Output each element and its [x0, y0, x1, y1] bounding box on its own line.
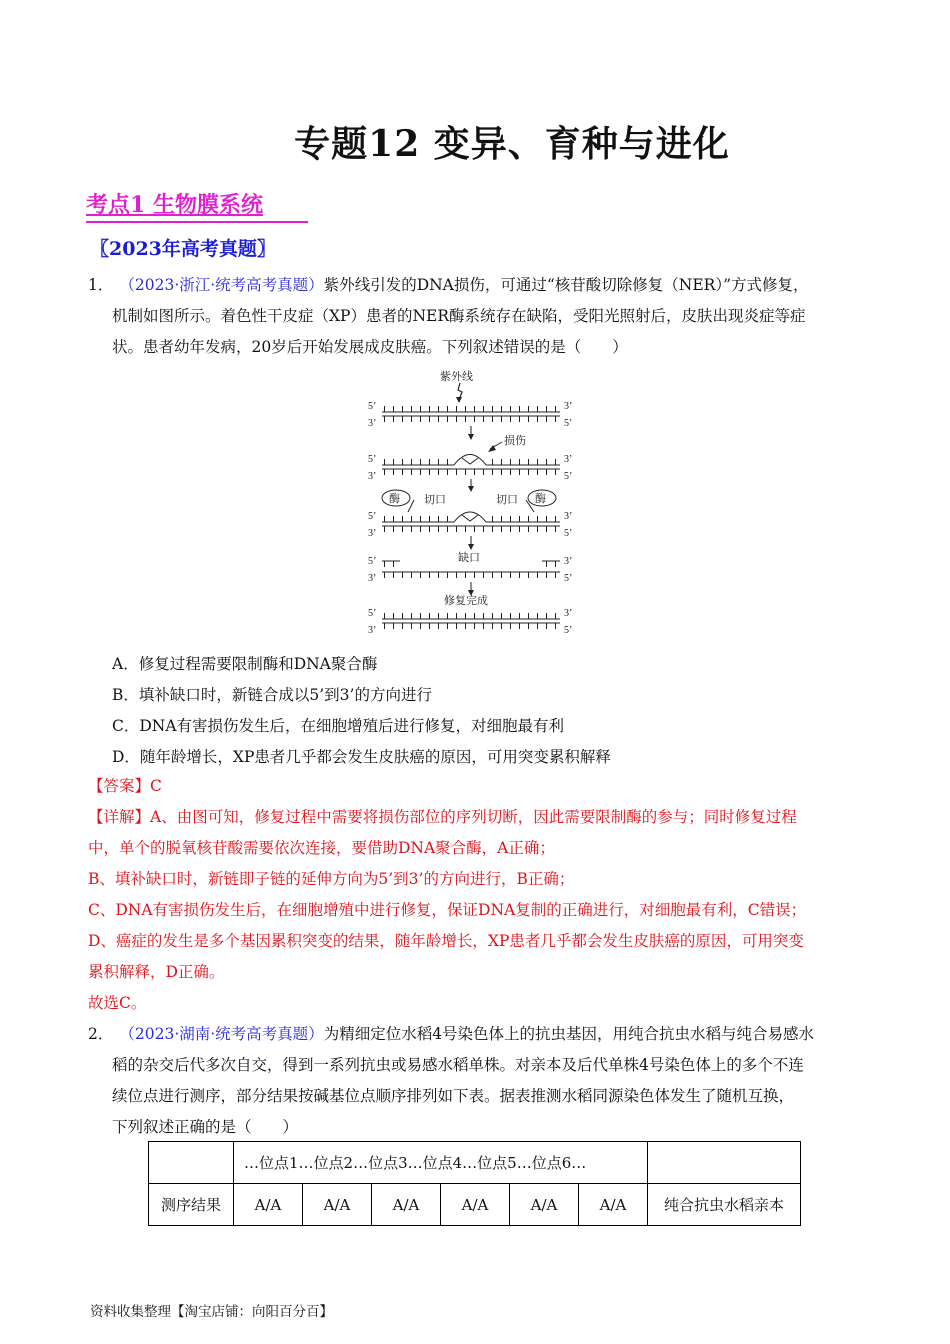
table-corner-cell: [149, 1142, 234, 1184]
table-header-row: [149, 1142, 801, 1184]
q1-line2: 机制如图所示。着色性干皮症（XP）患者的NER酶系统存在缺陷，受阳光照射后，皮肤出现炎症等症: [112, 307, 806, 325]
year-header: 〖2023年高考真题〗: [90, 238, 276, 260]
enzyme-label-right: 酶: [535, 492, 546, 505]
uv-label: 紫外线: [440, 370, 473, 383]
q1-line3: 状。患者幼年发病，20岁后开始发展成皮肤癌。下列叙述错误的是（ ）: [112, 338, 628, 356]
row4-3prime: 3’: [368, 573, 377, 584]
row4-5prime-r: 5’: [564, 573, 573, 584]
q1-option-b: B．填补缺口时，新链合成以5’到3’的方向进行: [112, 686, 432, 704]
q1-explain-5: D、癌症的发生是多个基因累积突变的结果，随年龄增长，XP患者几乎都会发生皮肤癌的原因，可用突变: [88, 932, 804, 950]
q2-line4: 下列叙述正确的是（ ）: [112, 1118, 299, 1136]
table-row-note: 纯合抗虫水稻亲本: [648, 1184, 801, 1226]
table-header-sites: …位点1…位点2…位点3…位点4…位点5…位点6…: [234, 1142, 648, 1184]
damage-label: 损伤: [504, 434, 526, 447]
q1-explain-2: 中，单个的脱氧核苷酸需要依次连接，要借助DNA聚合酶，A正确；: [88, 839, 555, 857]
section-heading: [86, 188, 308, 223]
q1-explain-4: C、DNA有害损伤发生后，在细胞增殖中进行修复，保证DNA复制的正确进行，对细胞最有利，C错误；: [88, 901, 807, 919]
row3-5prime: 5’: [368, 511, 377, 522]
q1-line1: [88, 270, 809, 301]
row3-3prime: 3’: [368, 528, 377, 539]
q1-answer: 【答案】C: [88, 777, 162, 795]
row2-5prime: 5’: [368, 454, 377, 465]
q2-line3: 续位点进行测序，部分结果按碱基位点顺序排列如下表。据表推测水稻同源染色体发生了随机互换，: [112, 1087, 795, 1105]
q2-line1: [88, 1019, 814, 1050]
enzyme-label-left: 酶: [389, 492, 400, 505]
q1-conclusion: 故选C。: [88, 994, 147, 1012]
row2-3prime: 3’: [368, 471, 377, 482]
q1-explain-6: 累积解释，D正确。: [88, 963, 225, 981]
gap-label: 缺口: [458, 551, 480, 564]
q1-option-c: C．DNA有害损伤发生后，在细胞增殖后进行修复，对细胞最有利: [112, 717, 565, 735]
q1-explain-3: B、填补缺口时，新链即子链的延伸方向为5’到3’的方向进行，B正确；: [88, 870, 575, 888]
row5-3prime: 3’: [368, 625, 377, 636]
q2-line2: 稻的杂交后代多次自交，得到一系列抗虫或易感水稻单株。对亲本及后代单株4号染色体上的多个不连: [112, 1056, 804, 1074]
row1-3prime-r: 3’: [564, 401, 573, 412]
sequencing-table: [148, 1141, 801, 1226]
dna-repair-diagram: [366, 366, 588, 636]
q1-number: 1．: [88, 276, 114, 294]
row2-3prime-r: 3’: [564, 454, 573, 465]
table-row-label: 测序结果: [149, 1184, 234, 1226]
table-cell: A/A: [441, 1184, 510, 1226]
row3-3prime-r: 3’: [564, 511, 573, 522]
section-heading-text: 考点1 生物膜系统: [86, 192, 263, 218]
row5-3prime-r: 3’: [564, 608, 573, 619]
table-cell: A/A: [372, 1184, 441, 1226]
table-cell: A/A: [234, 1184, 303, 1226]
q1-option-d: D．随年龄增长，XP患者几乎都会发生皮肤癌的原因，可用突变累积解释: [112, 748, 611, 766]
cut-label-left: 切口: [424, 493, 446, 506]
row1-5prime-r: 5’: [564, 418, 573, 429]
row5-5prime-r: 5’: [564, 625, 573, 636]
q1-option-a: A．修复过程需要限制酶和DNA聚合酶: [112, 655, 378, 673]
row1-3prime: 3’: [368, 418, 377, 429]
row3-5prime-r: 5’: [564, 528, 573, 539]
page-footer: 资料收集整理【淘宝店铺：向阳百分百】: [90, 1304, 333, 1320]
row4-3prime-r: 3’: [564, 556, 573, 567]
q1-text-1: 紫外线引发的DNA损伤，可通过“核苷酸切除修复（NER）”方式修复，: [323, 276, 809, 294]
table-header-empty: [648, 1142, 801, 1184]
table-cell: A/A: [510, 1184, 579, 1226]
q1-explain-1: 【详解】A、由图可知，修复过程中需要将损伤部位的序列切断，因此需要限制酶的参与；同时修复过程: [88, 808, 797, 826]
q2-number: 2．: [88, 1025, 114, 1043]
row5-5prime: 5’: [368, 608, 377, 619]
table-cell: A/A: [579, 1184, 648, 1226]
q2-text-1: 为精细定位水稻4号染色体上的抗虫基因，用纯合抗虫水稻与纯合易感水: [323, 1025, 815, 1043]
table-row: [149, 1184, 801, 1226]
page-title: 专题12 变异、育种与进化: [294, 123, 730, 165]
cut-label-right: 切口: [496, 493, 518, 506]
table-cell: A/A: [303, 1184, 372, 1226]
row4-5prime: 5’: [368, 556, 377, 567]
row2-5prime-r: 5’: [564, 471, 573, 482]
q2-source: （2023·湖南·统考高考真题）: [119, 1025, 324, 1043]
done-label: 修复完成: [444, 594, 488, 607]
q1-source: （2023·浙江·统考高考真题）: [119, 276, 324, 294]
row1-5prime: 5’: [368, 401, 377, 412]
